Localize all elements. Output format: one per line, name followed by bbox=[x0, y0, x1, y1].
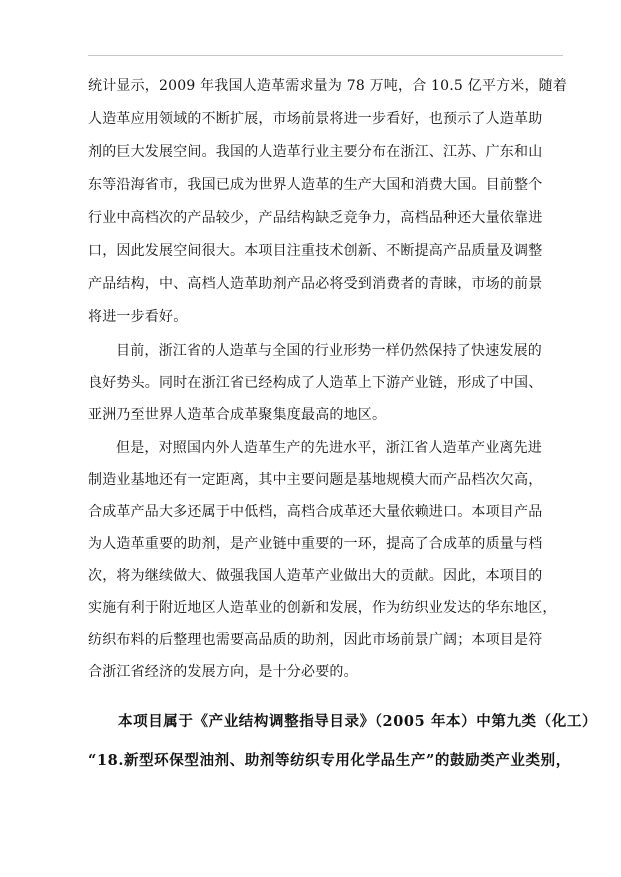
text-line: 但是，对照国内外人造革生产的先进水平，浙江省人造革产业离先进 bbox=[116, 440, 542, 456]
paragraph-project-necessity bbox=[88, 432, 563, 688]
text-line: 剂的巨大发展空间。我国的人造革行业主要分布在浙江、江苏、广东和山 bbox=[88, 144, 543, 160]
text-line: 目前，浙江省的人造革与全国的行业形势一样仍然保持了快速发展的 bbox=[116, 343, 542, 359]
text-line: 亚洲乃至世界人造革合成革聚集度最高的地区。 bbox=[88, 407, 387, 423]
text-line: 行业中高档次的产品较少，产品结构缺乏竞争力，高档品种还大量依靠进 bbox=[88, 210, 543, 226]
paragraph-market-statistics bbox=[88, 70, 568, 334]
page-body bbox=[88, 70, 598, 780]
text-line: 口，因此发展空间很大。本项目注重技术创新、不断提高产品质量及调整 bbox=[88, 243, 543, 259]
text-line: 合浙江省经济的发展方向，是十分必要的。 bbox=[88, 664, 358, 680]
text-line: 制造业基地还有一定距离，其中主要问题是基地规模大而产品档次欠高， bbox=[88, 472, 543, 488]
text-line: 产品结构，中、高档人造革助剂产品必将受到消费者的青睐，市场的前景 bbox=[88, 276, 543, 292]
text-line: 人造革应用领域的不断扩展，市场前景将进一步看好，也预示了人造革助 bbox=[88, 111, 543, 127]
paragraph-policy-classification bbox=[88, 702, 598, 780]
text-line: 合成革产品大多还属于中低档，高档合成革还大量依赖进口。本项目产品 bbox=[88, 504, 543, 520]
text-line: “18.新型环保型油剂、助剂等纺织专用化学品生产”的鼓励类产业类别， bbox=[88, 752, 571, 769]
text-line: 统计显示，2009 年我国人造革需求量为 78 万吨，合 10.5 亿平方米，随着 bbox=[88, 78, 568, 94]
text-line: 次，将为继续做大、做强我国人造革产业做出大的贡献。因此，本项目的 bbox=[88, 568, 543, 584]
text-line: 本项目属于《产业结构调整指导目录》（2005 年本）中第九类（化工） bbox=[118, 713, 598, 730]
text-line: 纺织布料的后整理也需要高品质的助剂，因此市场前景广阔；本项目是符 bbox=[88, 632, 543, 648]
paragraph-zhejiang-status bbox=[88, 335, 563, 431]
text-line: 东等沿海省市，我国已成为世界人造革的生产大国和消费大国。目前整个 bbox=[88, 177, 543, 193]
text-line: 为人造革重要的助剂，是产业链中重要的一环，提高了合成革的质量与档 bbox=[88, 536, 543, 552]
text-line: 实施有利于附近地区人造革业的创新和发展，作为纺织业发达的华东地区， bbox=[88, 600, 557, 616]
header-rule bbox=[88, 55, 563, 56]
text-line: 良好势头。同时在浙江省已经构成了人造革上下游产业链，形成了中国、 bbox=[88, 375, 543, 391]
text-line: 将进一步看好。 bbox=[88, 309, 188, 325]
